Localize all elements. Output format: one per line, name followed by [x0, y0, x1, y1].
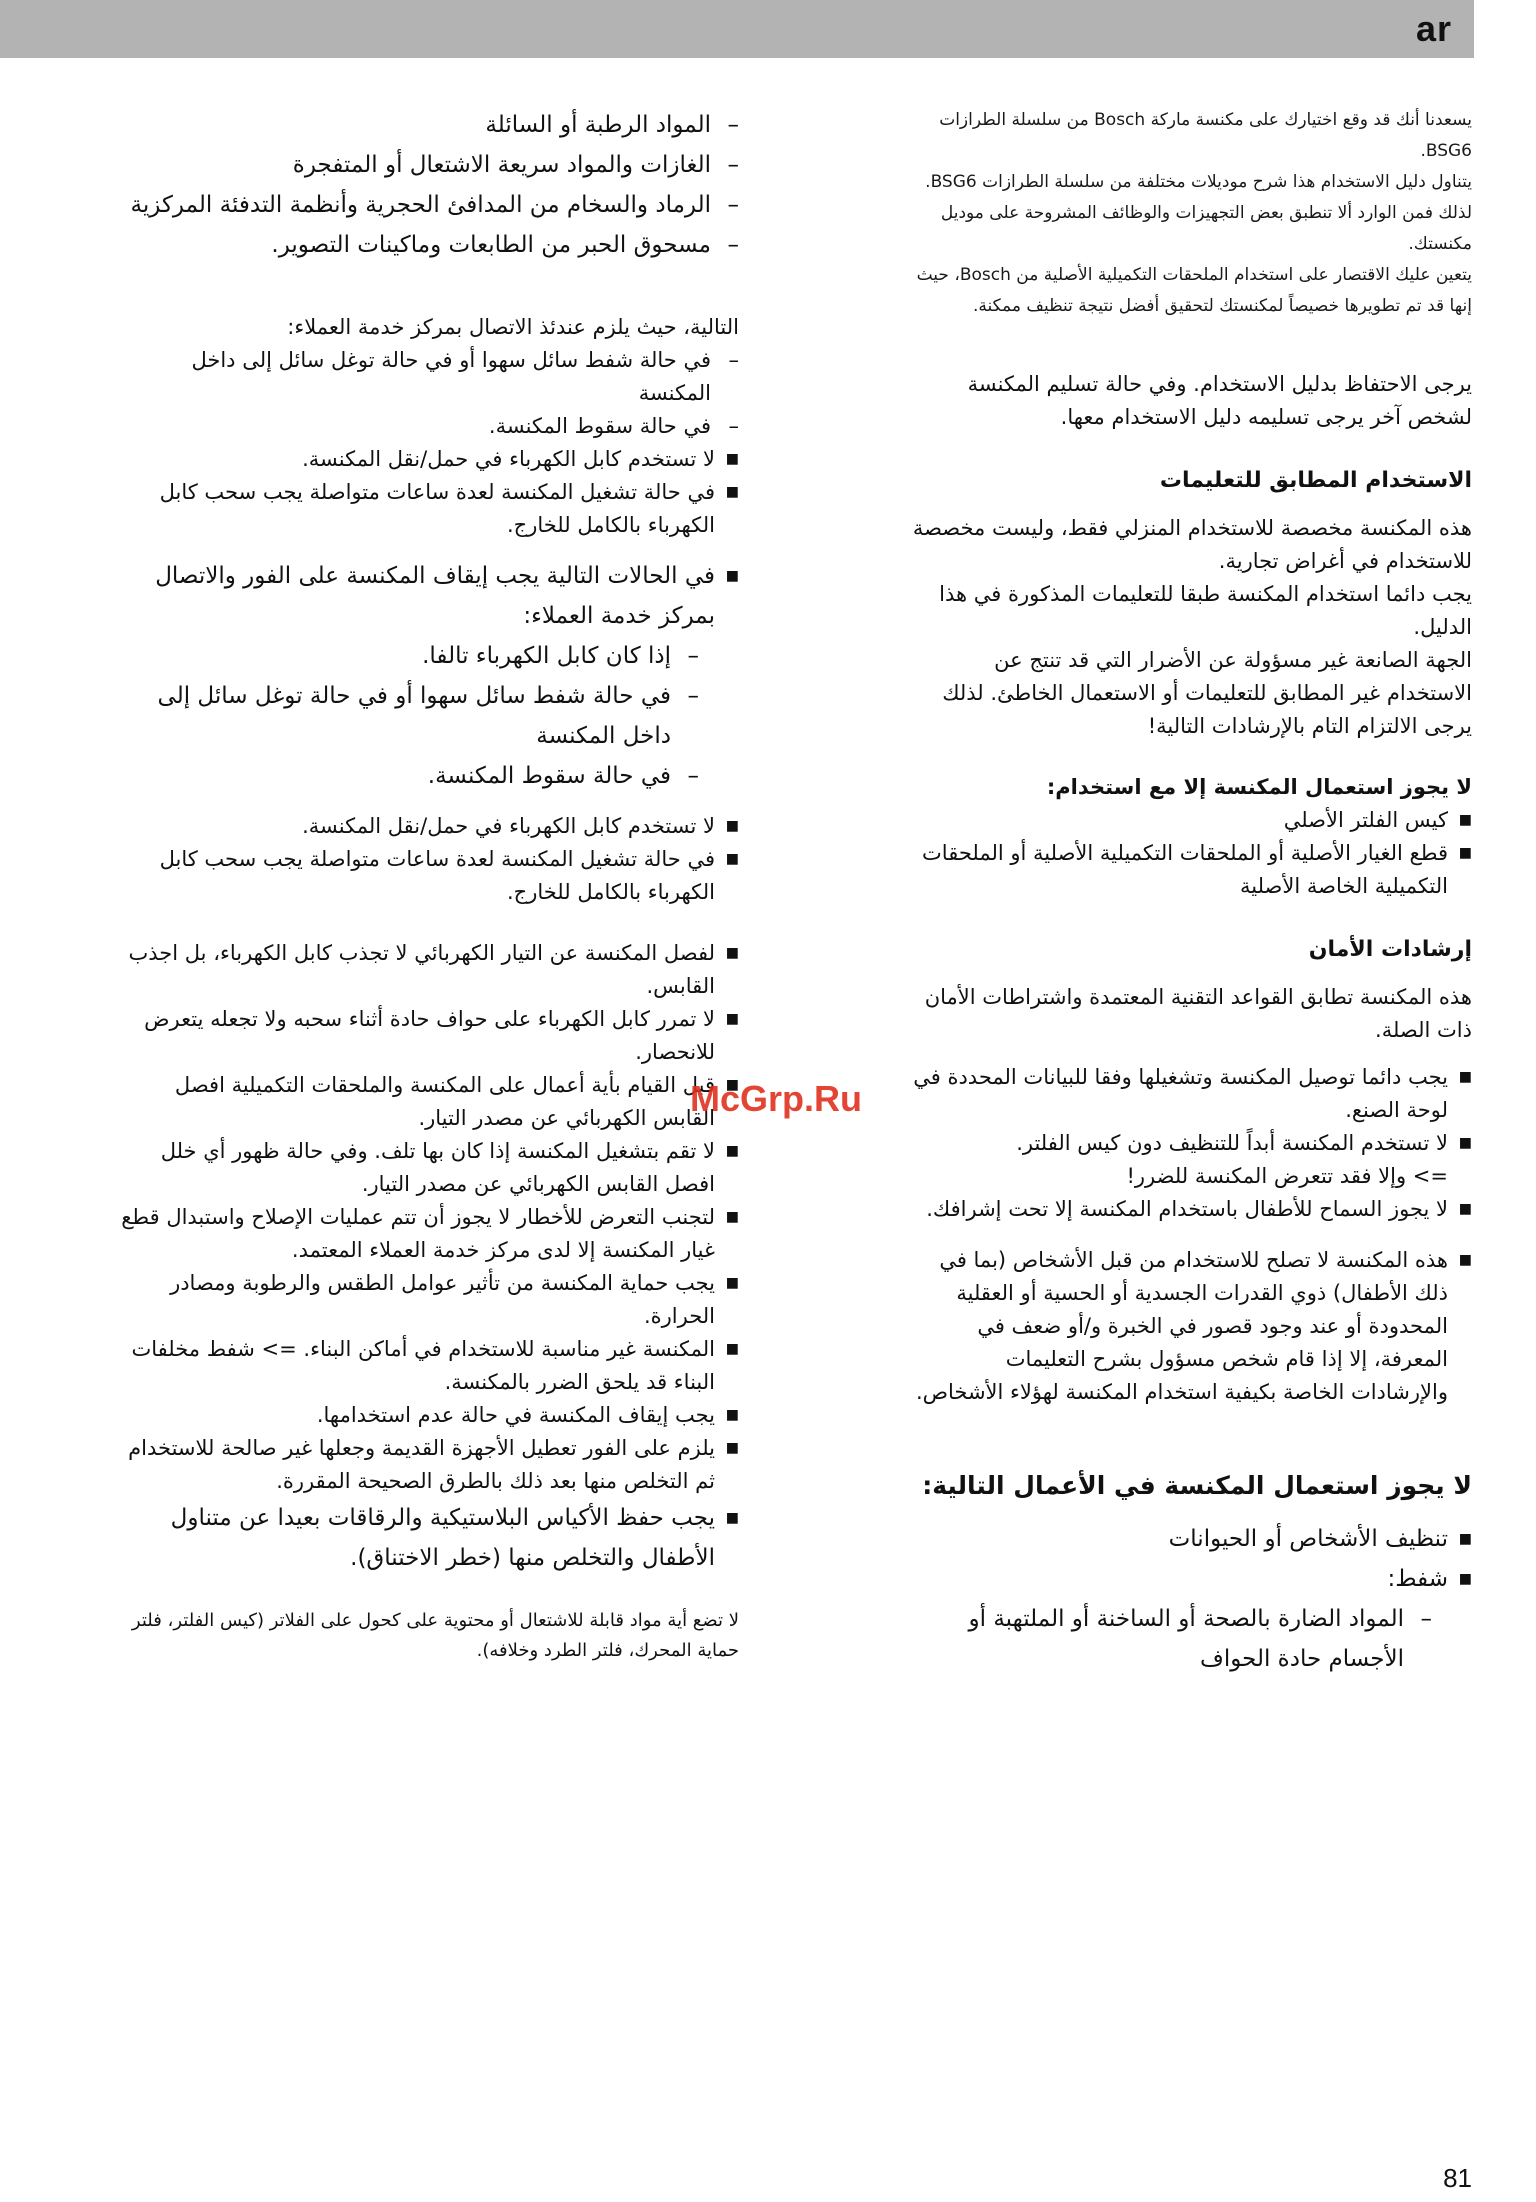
keep-manual-note: يرجى الاحتفاظ بدليل الاستخدام. وفي حالة تسليم المكنسة لشخص آخر يرجى تسليمه دليل الاستخدام معها. — [967, 372, 1472, 429]
list-item: – في حالة سقوط المكنسة. — [119, 756, 699, 796]
list-item: ■ المكنسة غير مناسبة للاستخدام في أماكن البناء. => شفط مخلفات البناء قد يلحق الضرر بالمكنسة. — [119, 1333, 739, 1399]
only-with-list — [912, 804, 1472, 903]
list-item: – المواد الضارة بالصحة أو الساخنة أو الملتهبة أو الأجسام حادة الحواف — [912, 1599, 1432, 1679]
proper-use-paragraph: هذه المكنسة مخصصة للاستخدام المنزلي فقط، وليست مخصصة للاستخدام في أغراض تجارية. — [912, 516, 1472, 573]
list-item: ■ في حالة تشغيل المكنسة لعدة ساعات متواصلة يجب سحب كابل الكهرباء بالكامل للخارج. — [119, 476, 739, 542]
cable-list-2 — [119, 810, 739, 909]
proper-use-paragraph: يجب دائما استخدام المكنسة طبقا للتعليمات المذكورة في هذا الدليل. — [939, 582, 1472, 639]
not-for-heading: لا يجوز استعمال المكنسة في الأعمال التالية: — [922, 1471, 1472, 1500]
list-item: => وإلا فقد تتعرض المكنسة للضرر! — [1126, 1164, 1448, 1188]
list-item: ■ يلزم على الفور تعطيل الأجهزة القديمة وجعلها غير صالحة للاستخدام ثم التخلص منها بعد ذلك بالطرق الصحيحة المقررة. — [119, 1432, 739, 1498]
list-item: ■ لا تستخدم المكنسة أبداً للتنظيف دون كيس الفلتر. — [912, 1127, 1472, 1160]
intro-text — [912, 105, 1472, 322]
list-item: ■ في الحالات التالية يجب إيقاف المكنسة على الفور والاتصال بمركز خدمة العملاء: — [119, 556, 739, 636]
stop-sublist — [119, 636, 739, 796]
list-item: – إذا كان كابل الكهرباء تالفا. — [119, 636, 699, 676]
list-item: ■ شفط: — [912, 1559, 1472, 1599]
page-number: 81 — [1443, 2163, 1472, 2193]
list-item: ■ يجب حفظ الأكياس البلاستيكية والرقاقات بعيدا عن متناول الأطفال والتخلص منها (خطر الاختناق). — [119, 1498, 739, 1578]
not-for-sublist — [912, 1599, 1472, 1679]
list-item: – في حالة سقوط المكنسة. — [119, 410, 739, 443]
intro-paragraph: يسعدنا أنك قد وقع اختيارك على مكنسة ماركة Bosch من سلسلة الطرازات BSG6. — [939, 110, 1472, 161]
list-item: ■ لا تستخدم كابل الكهرباء في حمل/نقل المكنسة. — [119, 443, 739, 476]
cable-list — [119, 443, 739, 542]
header-band — [0, 0, 1474, 58]
watermark: McGrp.Ru — [690, 1078, 863, 1119]
list-item: – الرماد والسخام من المدافئ الحجرية وأنظمة التدفئة المركزية — [119, 185, 739, 225]
proper-use-heading: الاستخدام المطابق للتعليمات — [1159, 468, 1472, 493]
safety-list — [912, 1061, 1472, 1409]
list-item: ■ في حالة تشغيل المكنسة لعدة ساعات متواصلة يجب سحب كابل الكهرباء بالكامل للخارج. — [119, 843, 739, 909]
safety-list-2 — [119, 937, 739, 1578]
list-item: ■ هذه المكنسة لا تصلح للاستخدام من قبل الأشخاص (بما في ذلك الأطفال) ذوي القدرات الجسدية أو الحسية أو العقلية المحدودة أو عند وجود قصور في الخبرة و/أو ضعف في المعرفة، إلا إذا قام شخص مسؤول بشرح التعليمات والإرشادات الخاصة بكيفية استخدام المكنسة لهؤلاء الأشخاص. — [912, 1244, 1472, 1409]
not-for-list — [912, 1519, 1472, 1599]
right-column — [912, 105, 1472, 1679]
proper-use-paragraph: الجهة الصانعة غير مسؤولة عن الأضرار التي قد تنتج عن الاستخدام غير المطابق للتعليمات أو الاستعمال الخاطئ. لذلك يرجى الالتزام التام بالإرشادات التالية! — [942, 648, 1472, 738]
only-with-heading: لا يجوز استعمال المكنسة إلا مع استخدام: — [1046, 775, 1472, 799]
safety-intro: هذه المكنسة تطابق القواعد التقنية المعتمدة واشتراطات الأمان ذات الصلة. — [924, 985, 1472, 1042]
suction-list — [119, 105, 739, 265]
language-code: ar — [1415, 8, 1452, 49]
list-item: ■ لا يجوز السماح للأطفال باستخدام المكنسة إلا تحت إشرافك. — [912, 1193, 1472, 1226]
list-item: ■ كيس الفلتر الأصلي — [912, 804, 1472, 837]
stop-list — [119, 556, 739, 636]
list-item: ■ يجب حماية المكنسة من تأثير عوامل الطقس والرطوبة ومصادر الحرارة. — [119, 1267, 739, 1333]
intro-paragraph: يتعين عليك الاقتصار على استخدام الملحقات التكميلية الأصلية من Bosch، حيث إنها قد تم تطويرها خصيصاً لمكنستك لتحقيق أفضل نتيجة تنظيف ممكنة. — [916, 265, 1472, 316]
list-item: – في حالة شفط سائل سهوا أو في حالة توغل سائل إلى داخل المكنسة — [119, 344, 739, 410]
left-column — [119, 105, 739, 1666]
list-item: ■ لا تستخدم كابل الكهرباء في حمل/نقل المكنسة. — [119, 810, 739, 843]
list-item: ■ لا تقم بتشغيل المكنسة إذا كان بها تلف. وفي حالة ظهور أي خلل افصل القابس الكهربائي عن مصدر التيار. — [119, 1135, 739, 1201]
service-sublist — [119, 344, 739, 443]
list-item: – مسحوق الحبر من الطابعات وماكينات التصوير. — [119, 225, 739, 265]
list-item: – في حالة شفط سائل سهوا أو في حالة توغل سائل إلى داخل المكنسة — [119, 676, 699, 756]
list-item: ■ يجب دائما توصيل المكنسة وتشغيلها وفقا للبيانات المحددة في لوحة الصنع. — [912, 1061, 1472, 1127]
list-item: ■ لفصل المكنسة عن التيار الكهربائي لا تجذب كابل الكهرباء، بل اجذب القابس. — [119, 937, 739, 1003]
list-item: ■ لا تمرر كابل الكهرباء على حواف حادة أثناء سحبه ولا تجعله يتعرض للانحصار. — [119, 1003, 739, 1069]
intro-paragraph: يتناول دليل الاستخدام هذا شرح موديلات مختلفة من سلسلة الطرازات BSG6. لذلك فمن الوارد ألا تنطبق بعض التجهيزات والوظائف المشروحة على موديل مكنستك. — [925, 172, 1472, 254]
list-item: – الغازات والمواد سريعة الاشتعال أو المتفجرة — [119, 145, 739, 185]
list-item: – المواد الرطبة أو السائلة — [119, 105, 739, 145]
list-item: ■ لتجنب التعرض للأخطار لا يجوز أن تتم عمليات الإصلاح واستبدال قطع غيار المكنسة إلا لدى مركز خدمة العملاء المعتمد. — [119, 1201, 739, 1267]
list-item: ■ قبل القيام بأية أعمال على المكنسة والملحقات التكميلية افصل القابس الكهربائي عن مصدر التيار. — [119, 1069, 739, 1135]
service-intro: التالية، حيث يلزم عندئذ الاتصال بمركز خدمة العملاء: — [287, 315, 739, 339]
filters-note: لا تضع أية مواد قابلة للاشتعال أو محتوية على كحول على الفلاتر (كيس الفلتر، فلتر حماية المحرك، فلتر الطرد وخلافه). — [131, 1610, 739, 1661]
list-item: ■ قطع الغيار الأصلية أو الملحقات التكميلية الأصلية أو الملحقات التكميلية الخاصة الأصلية — [912, 837, 1472, 903]
list-item: ■ تنظيف الأشخاص أو الحيوانات — [912, 1519, 1472, 1559]
list-item: ■ يجب إيقاف المكنسة في حالة عدم استخدامها. — [119, 1399, 739, 1432]
safety-heading: إرشادات الأمان — [1308, 937, 1472, 962]
